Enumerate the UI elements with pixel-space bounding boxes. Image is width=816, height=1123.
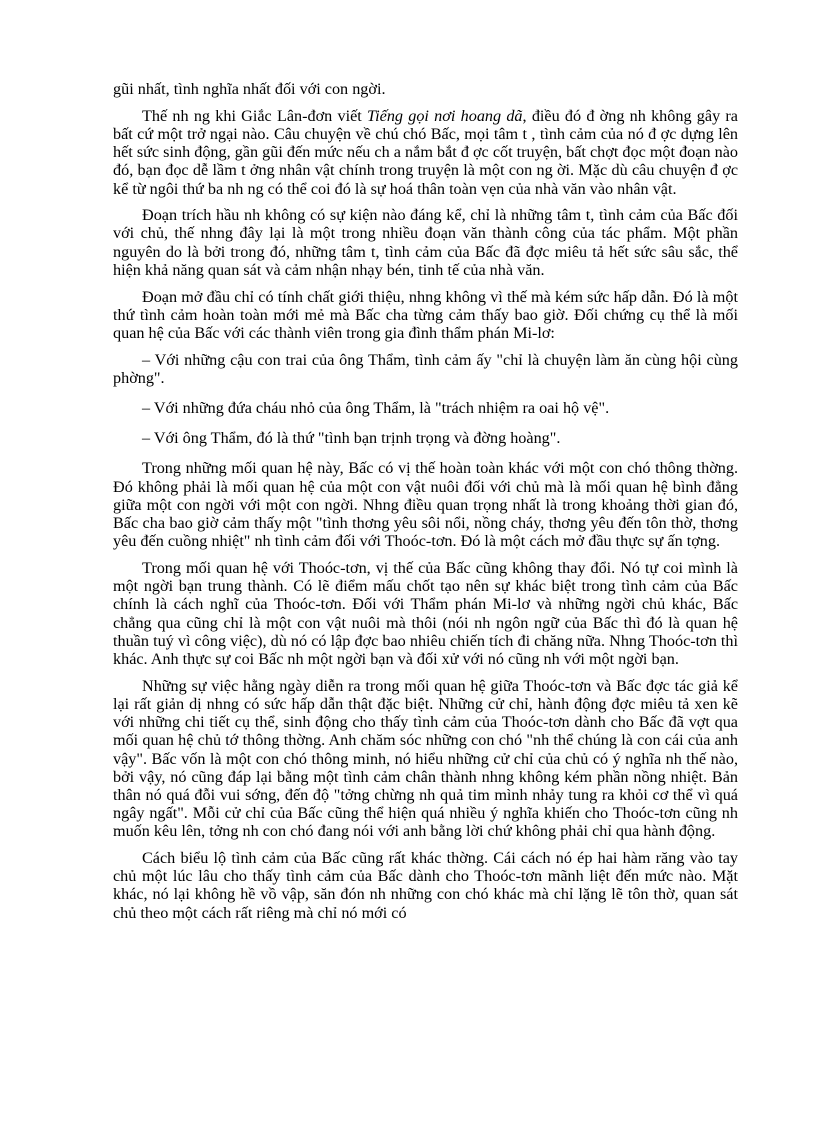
paragraph-8: Cách biểu lộ tình cảm của Bấc cũng rất khác thờng. Cái cách nó ép hai hàm răng vào tay chủ một lúc lâu cho thấy tình cảm của Bấc dành cho Thoóc-tơn mãnh liệt đến mức nào. Mặt khác, nó lại không hề vồ vập, săn đón nh những con chó khác mà chỉ lặng lẽ tôn thờ, quan sát chủ theo một cách rất riêng mà chỉ nó mới có bbox=[113, 849, 738, 922]
paragraph-7: Những sự việc hằng ngày diễn ra trong mối quan hệ giữa Thoóc-tơn và Bấc đợc tác giả kể lại rất giản dị nhng có sức hấp dẫn thật đặc biệt. Những cử chỉ, hành động đợc miêu tả xen kẽ với những chi tiết cụ thể, sinh động cho thấy tình cảm của Thoóc-tơn dành cho Bấc đã vợt qua mối quan hệ chủ tớ thông thờng. Anh chăm sóc những con chó "nh thể chúng là con cái của anh vậy". Bấc vốn là một con chó thông minh, nó hiểu những cử chỉ của chủ có ý nghĩa nh thế nào, bởi vậy, nó cũng đáp lại bằng một tình cảm chân thành nhng không kém phần nồng nhiệt. Bản thân nó quá đỗi vui sớng, đến độ "tởng chừng nh quả tim mình nhảy tung ra khỏi cơ thể vì quá ngây ngất". Mỗi cử chỉ của Bấc cũng thể hiện quá nhiều ý nghĩa khiến cho Thoóc-tơn cũng nh muốn kêu lên, tởng nh con chó đang nói với anh bằng lời chứ không phải chỉ qua hành động. bbox=[113, 676, 738, 841]
paragraph-2 bbox=[113, 107, 738, 198]
paragraph-5: Trong những mối quan hệ này, Bấc có vị thế hoàn toàn khác với một con chó thông thờng. Đó không phải là mối quan hệ của một con vật nuôi đối với chủ mà là mối quan hệ bình đẳng giữa một con ngời với một con ngời. Nhng điều quan trọng nhất là trong khoảng thời gian đó, Bấc cha bao giờ cảm thấy một "tình thơng yêu sôi nổi, nồng cháy, thơng yêu đến tôn thờ, thơng yêu đến cuồng nhiệt" nh tình cảm đối với Thoóc-tơn. Đó là một cách mở đầu thực sự ấn tợng. bbox=[113, 459, 738, 551]
paragraph-1: gũi nhất, tình nghĩa nhất đối với con ngời. bbox=[113, 80, 386, 98]
list-item-grandchildren: – Với những đứa cháu nhỏ của ông Thẩm, là "trách nhiệm ra oai hộ vệ". bbox=[142, 399, 610, 418]
paragraph-2-rest: , điều đó đ ờng nh không gây ra bất cứ một trở ngại nào. Câu chuyện về chú chó Bấc, mọi tâm t , tình cảm của nó đ ợc dựng lên hết sức sinh động, gần gũi đến mức nếu ch a nắm bắt đ ợc cốt truyện, bất chợt đọc một đoạn nào đó, bạn đọc dễ lầm t ởng nhân vật chính trong truyện là một con ng ời. Mặc dù câu chuyện đ ợc kể từ ngôi thứ ba nh ng có thể coi đó là sự hoá thân toàn vẹn của nhà văn vào nhân vật. bbox=[113, 106, 738, 198]
document-page bbox=[113, 80, 738, 930]
paragraph-6: Trong mối quan hệ với Thoóc-tơn, vị thế của Bấc cũng không thay đổi. Nó tự coi mình là một ngời bạn trung thành. Có lẽ điểm mấu chốt tạo nên sự khác biệt trong tình cảm của Bấc chính là cách nghĩ của Thoóc-tơn. Đối với Thẩm phán Mi-lơ và những ngời chủ khác, Bấc chẳng qua cũng chỉ là một con vật nuôi mà thôi (nói nh ngôn ngữ của Bấc thì đó là quan hệ thuần tuý vì công việc), dù nó có lập đợc bao nhiêu chiến tích đi chăng nữa. Nhng Thoóc-tơn thì khác. Anh thực sự coi Bấc nh một ngời bạn và đối xử với nó cũng nh với một ngời bạn. bbox=[113, 558, 738, 668]
list-item-sons: – Với những cậu con trai của ông Thẩm, tình cảm ấy "chỉ là chuyện làm ăn cùng hội cùng phờng". bbox=[113, 350, 738, 387]
book-title: Tiếng gọi nơi hoang dã bbox=[367, 106, 523, 125]
paragraph-3: Đoạn trích hầu nh không có sự kiện nào đáng kể, chỉ là những tâm t, tình cảm của Bấc đối với chủ, thế nhng đây lại là một trong nhiều đoạn văn thành công của tác phẩm. Một phần nguyên do là bởi trong đó, những tâm t, tình cảm của Bấc đã đợc miêu tả hết sức sâu sắc, thể hiện khả năng quan sát và cảm nhận nhạy bén, tinh tế của nhà văn. bbox=[113, 206, 738, 279]
list-item-judge: – Với ông Thẩm, đó là thứ "tình bạn trịnh trọng và đờng hoàng". bbox=[142, 429, 561, 448]
paragraph-2-lead: Thế nh ng khi Giắc Lân-đơn viết bbox=[142, 106, 368, 125]
paragraph-4: Đoạn mở đầu chỉ có tính chất giới thiệu, nhng không vì thế mà kém sức hấp dẫn. Đó là một thứ tình cảm hoàn toàn mới mẻ mà Bấc cha từng cảm thấy bao giờ. Đối chứng cụ thể là mối quan hệ của Bấc với các thành viên trong gia đình thẩm phán Mi-lơ: bbox=[113, 287, 738, 342]
